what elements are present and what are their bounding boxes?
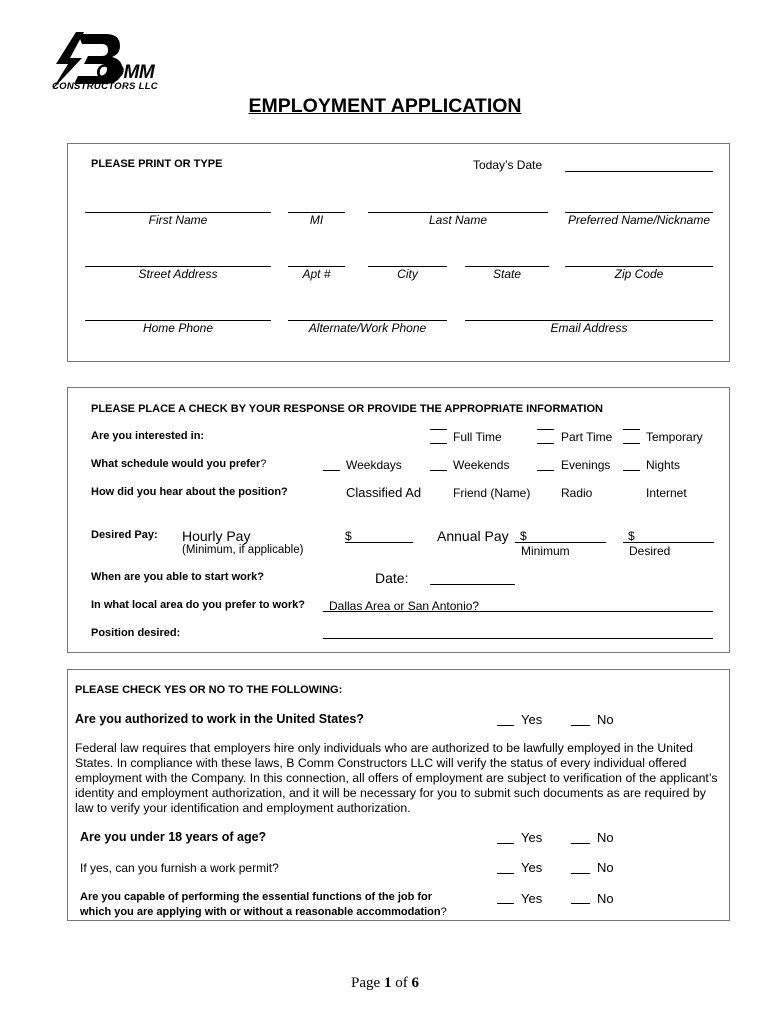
- footer-page-num: 1: [383, 975, 392, 991]
- capable-question-line1: Are you capable of performing the essential functions of the job for: [80, 891, 433, 903]
- hourly-pay-field[interactable]: [345, 542, 413, 543]
- nights-label: Nights: [646, 458, 681, 472]
- radio-option[interactable]: Radio: [561, 486, 593, 500]
- position-field[interactable]: [323, 638, 713, 639]
- schedule-label-q: ?: [260, 458, 267, 470]
- nickname-caption: Preferred Name/Nickname: [567, 213, 711, 227]
- authorized-no-checkbox[interactable]: [571, 725, 590, 726]
- under18-yes-label: Yes: [521, 830, 543, 845]
- permit-yes-label: Yes: [521, 860, 543, 875]
- friend-option[interactable]: Friend (Name): [453, 486, 531, 500]
- capable-yes-checkbox[interactable]: [497, 903, 514, 904]
- hear-label: How did you hear about the position?: [91, 486, 288, 498]
- local-area-label: In what local area do you prefer to work?: [91, 599, 305, 611]
- evenings-label: Evenings: [561, 458, 611, 472]
- authorized-question: Are you authorized to work in the United States?: [75, 712, 364, 726]
- evenings-checkbox[interactable]: [537, 470, 554, 471]
- todays-date-field[interactable]: [565, 171, 713, 172]
- permit-no-checkbox[interactable]: [571, 873, 590, 874]
- annual-pay-label: Annual Pay: [437, 528, 509, 544]
- weekends-label: Weekends: [453, 458, 510, 472]
- permit-no-label: No: [597, 860, 614, 875]
- authorized-yes-checkbox[interactable]: [497, 725, 514, 726]
- start-work-label: When are you able to start work?: [91, 571, 264, 583]
- position-label: Position desired:: [91, 627, 181, 639]
- local-area-field[interactable]: [323, 611, 713, 612]
- annual-desired-dollar: $: [628, 529, 635, 543]
- federal-law-paragraph: Federal law requires that employers hire only individuals who are authorized to be lawfully employed in the United States. In compliance with these laws, B Comm Constructors LLC will verify the status of every individual offered employment with the Company. In this connection, all offers of employment are subject to verification of the applicant’s identity and employment authorization, and it will be necessary for you to submit such documents as are required by law to verify your identification and employment authorization.: [75, 741, 718, 815]
- apt-caption: Apt #: [302, 267, 331, 281]
- classified-ad-option[interactable]: Classified Ad: [346, 485, 422, 500]
- capable-yes-label: Yes: [521, 891, 543, 906]
- under18-no-checkbox[interactable]: [571, 843, 590, 844]
- capable-no-checkbox[interactable]: [571, 903, 590, 904]
- temporary-checkbox-lower[interactable]: [623, 443, 640, 444]
- capable-question-line2-text: which you are applying with or without a reasonable accommodation: [80, 906, 441, 918]
- full-time-checkbox[interactable]: [430, 429, 447, 430]
- temporary-label: Temporary: [646, 430, 703, 444]
- zip-caption: Zip Code: [614, 267, 664, 281]
- alt-phone-caption: Alternate/Work Phone: [308, 321, 427, 335]
- part-time-label: Part Time: [561, 430, 613, 444]
- temporary-checkbox[interactable]: [623, 429, 640, 430]
- city-caption: City: [397, 267, 418, 281]
- home-phone-caption: Home Phone: [142, 321, 214, 335]
- email-caption: Email Address: [550, 321, 628, 335]
- annual-min-dollar: $: [520, 529, 527, 543]
- capable-question-line2: [80, 906, 447, 918]
- under18-question: Are you under 18 years of age?: [80, 830, 267, 844]
- todays-date-label: Today’s Date: [473, 158, 543, 172]
- schedule-label: [91, 458, 266, 470]
- minimum-caption: Minimum: [521, 544, 570, 558]
- page-title: EMPLOYMENT APPLICATION: [248, 95, 522, 117]
- under18-no-label: No: [597, 830, 614, 845]
- weekends-checkbox[interactable]: [430, 470, 447, 471]
- nights-checkbox[interactable]: [623, 470, 640, 471]
- check-heading: PLEASE PLACE A CHECK BY YOUR RESPONSE OR PROVIDE THE APPROPRIATE INFORMATION: [91, 403, 603, 415]
- first-name-caption: First Name: [148, 213, 208, 227]
- desired-pay-label: Desired Pay:: [91, 529, 158, 541]
- mi-caption: MI: [309, 213, 324, 227]
- part-time-checkbox-lower[interactable]: [537, 443, 554, 444]
- full-time-checkbox-lower[interactable]: [430, 443, 447, 444]
- annual-desired-field[interactable]: [623, 542, 714, 543]
- internet-option[interactable]: Internet: [646, 486, 687, 500]
- schedule-label-text: What schedule would you prefer: [91, 458, 261, 470]
- last-name-caption: Last Name: [428, 213, 488, 227]
- state-caption: State: [492, 267, 522, 281]
- permit-question: If yes, can you furnish a work permit?: [80, 861, 279, 875]
- footer-page-total: 6: [411, 975, 419, 991]
- print-heading: PLEASE PRINT OR TYPE: [91, 158, 223, 170]
- part-time-checkbox[interactable]: [537, 429, 554, 430]
- weekdays-checkbox[interactable]: [323, 470, 340, 471]
- hourly-dollar: $: [345, 529, 352, 543]
- permit-yes-checkbox[interactable]: [497, 873, 514, 874]
- authorized-yes-label: Yes: [521, 712, 543, 727]
- footer-of-word: of: [391, 975, 412, 991]
- hourly-pay-label: Hourly Pay: [182, 528, 251, 544]
- local-area-value[interactable]: Dallas Area or San Antonio?: [329, 599, 480, 613]
- annual-min-field[interactable]: [515, 542, 606, 543]
- full-time-label: Full Time: [453, 430, 502, 444]
- under18-yes-checkbox[interactable]: [497, 843, 514, 844]
- hourly-note: (Minimum, if applicable): [182, 544, 304, 556]
- capable-no-label: No: [597, 891, 614, 906]
- street-caption: Street Address: [138, 267, 218, 281]
- desired-caption: Desired: [629, 544, 671, 558]
- start-date-label: Date:: [375, 570, 409, 586]
- logo-subtitle: CONSTRUCTORS LLC: [52, 81, 158, 92]
- job-preferences-section: [67, 387, 730, 653]
- authorized-no-label: No: [597, 712, 614, 727]
- logo-word: COMM: [96, 62, 155, 83]
- interested-label: Are you interested in:: [91, 430, 205, 442]
- page-footer: [0, 975, 770, 992]
- start-date-field[interactable]: [430, 584, 515, 585]
- footer-page-word: Page: [351, 975, 384, 991]
- capable-question-line2-q: ?: [440, 906, 447, 918]
- yes-no-heading: PLEASE CHECK YES OR NO TO THE FOLLOWING:: [75, 684, 343, 696]
- weekdays-label: Weekdays: [346, 458, 402, 472]
